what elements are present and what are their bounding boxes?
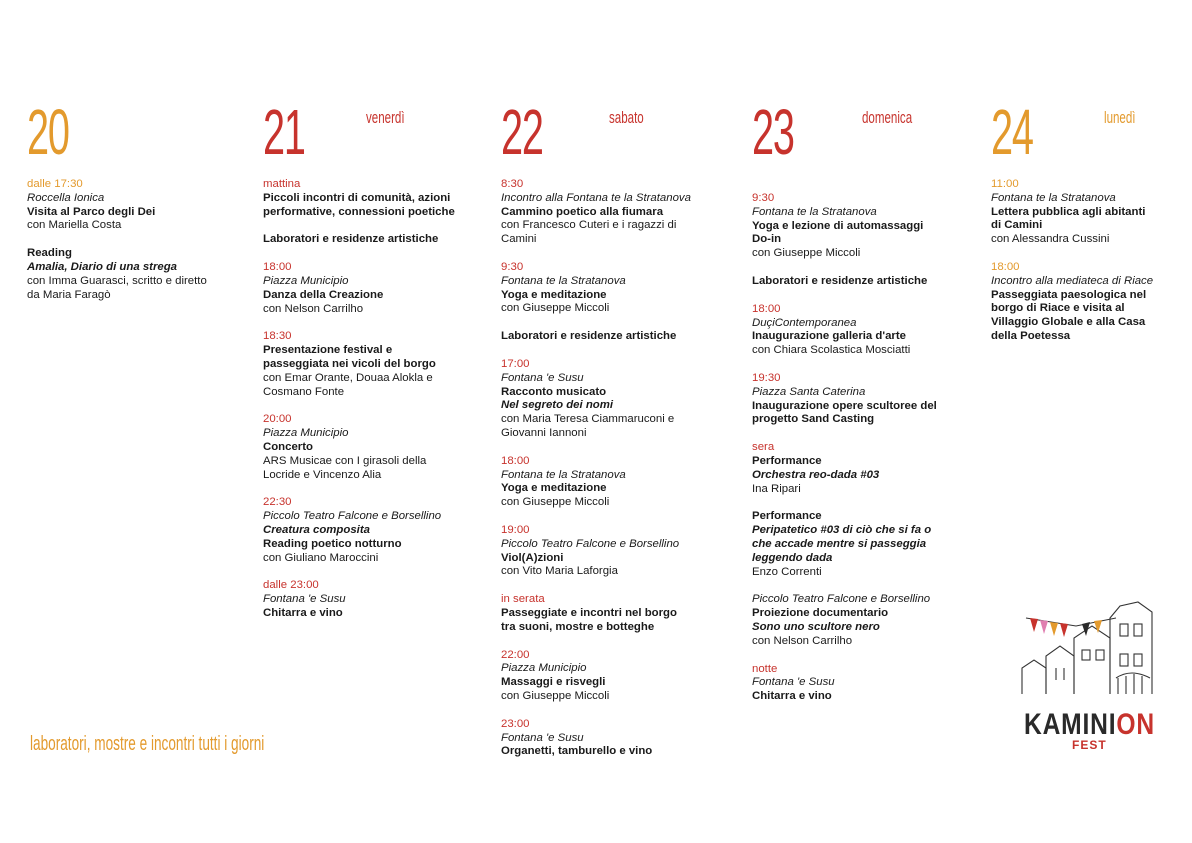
event-place: Piccolo Teatro Falcone e Borsellino	[501, 537, 680, 550]
day-number: 24	[991, 96, 1033, 168]
event-item	[263, 330, 478, 399]
event-time: 23:00	[501, 717, 530, 730]
event-time: 9:30	[501, 260, 524, 273]
event-plain: Camini	[501, 233, 537, 246]
event-item	[752, 593, 967, 648]
event-item	[752, 192, 967, 261]
event-title: Passeggiata paesologica nel	[991, 288, 1147, 301]
event-plain: Locride e Vincenzo Alia	[263, 468, 382, 481]
event-item	[263, 413, 478, 482]
day-name: sabato	[609, 108, 644, 127]
event-title: Orchestra reo-dada #03	[752, 468, 880, 481]
day-number: 22	[501, 96, 543, 168]
event-item	[752, 663, 967, 704]
event-plain: Enzo Correnti	[752, 565, 822, 578]
event-plain: con Giuseppe Miccoli	[501, 689, 610, 702]
event-item	[501, 455, 716, 510]
event-title: Presentazione festival e	[263, 344, 393, 357]
day-column-23	[752, 96, 967, 718]
event-place: Fontana te la Stratanova	[501, 468, 626, 481]
event-item	[501, 649, 716, 704]
event-item	[263, 496, 478, 565]
event-item	[752, 303, 967, 358]
event-title: Cammino poetico alla fiumara	[501, 205, 664, 218]
event-title: Inaugurazione galleria d'arte	[752, 330, 906, 343]
event-place: Incontro alla Fontana te la Stratanova	[501, 191, 691, 204]
event-plain: con Maria Teresa Ciammaruconi e	[501, 413, 675, 426]
day-number: 21	[263, 96, 305, 168]
event-item	[501, 261, 716, 316]
day-name: domenica	[862, 108, 913, 127]
event-place: Incontro alla mediateca di Riace	[991, 274, 1154, 287]
event-item	[501, 358, 716, 441]
event-title: Performance	[752, 454, 822, 467]
event-title: Lettera pubblica agli abitanti	[991, 205, 1146, 218]
event-title: che accade mentre si passeggia	[752, 537, 927, 550]
day-name: venerdì	[366, 108, 405, 127]
event-time: 18:00	[501, 454, 530, 467]
event-time: 19:00	[501, 523, 530, 536]
event-time: 18:00	[263, 261, 292, 274]
event-title: Sono uno scultore nero	[752, 620, 880, 633]
events-list	[263, 178, 478, 621]
event-time: notte	[752, 662, 778, 675]
event-place: Piazza Municipio	[501, 662, 587, 675]
event-place: Fontana 'e Susu	[501, 371, 584, 384]
event-time: 18:30	[263, 330, 292, 343]
logo-word-o: O	[1116, 708, 1137, 741]
day-column-24	[991, 96, 1192, 358]
event-title: Passeggiate e incontri nel borgo	[501, 606, 677, 619]
event-title: Laboratori e residenze artistiche	[501, 330, 677, 343]
logo-word-n: N	[1136, 708, 1155, 741]
event-title: borgo di Riace e visita al	[991, 302, 1125, 315]
event-item	[263, 233, 478, 247]
event-plain: con Giuseppe Miccoli	[501, 496, 610, 509]
event-item	[752, 372, 967, 427]
event-place: Piccolo Teatro Falcone e Borsellino	[263, 510, 442, 523]
event-title: Concerto	[263, 440, 313, 453]
event-place: Fontana te la Stratanova	[501, 274, 626, 287]
kaminion-fest-logo	[1016, 598, 1166, 758]
event-title: Do-in	[752, 233, 782, 246]
event-plain: con Chiara Scolastica Mosciatti	[752, 344, 911, 357]
event-plain: con Nelson Carrilho	[752, 634, 853, 647]
village-illustration-icon	[1016, 598, 1166, 708]
event-plain: con Alessandra Cussini	[991, 233, 1110, 246]
event-time: mattina	[263, 178, 301, 190]
event-title: Proiezione documentario	[752, 607, 889, 620]
event-item	[991, 261, 1192, 344]
event-title: Yoga e meditazione	[501, 288, 607, 301]
event-place: Piazza Santa Caterina	[752, 385, 866, 398]
day-column-21	[263, 96, 478, 635]
footer-note: laboratori, mostre e incontri tutti i giorni	[30, 733, 265, 755]
event-item	[752, 441, 967, 496]
event-title: Yoga e lezione di automassaggi	[752, 219, 924, 232]
events-list	[991, 178, 1192, 344]
event-time: dalle 17:30	[27, 178, 83, 190]
day-number: 23	[752, 96, 794, 168]
event-item	[752, 510, 967, 579]
event-title: Laboratori e residenze artistiche	[263, 233, 439, 246]
event-place: Fontana te la Stratanova	[752, 205, 877, 218]
event-title: Massaggi e risvegli	[501, 676, 606, 689]
event-time: 19:30	[752, 371, 781, 384]
day-column-20	[27, 96, 242, 316]
event-time: 22:00	[501, 648, 530, 661]
event-time: dalle 23:00	[263, 579, 319, 592]
event-plain: con Giuseppe Miccoli	[752, 247, 861, 260]
event-place: Fontana te la Stratanova	[991, 191, 1116, 204]
event-item	[501, 718, 716, 759]
event-title: passeggiata nei vicoli del borgo	[263, 357, 436, 370]
event-title: Chitarra e vino	[263, 606, 343, 619]
event-title: Inaugurazione opere scultoree del	[752, 399, 937, 412]
event-title: tra suoni, mostre e botteghe	[501, 620, 655, 633]
event-place: Fontana 'e Susu	[752, 676, 835, 689]
event-title: Creatura composita	[263, 523, 370, 536]
logo-wordmark	[1024, 708, 1155, 742]
event-place: Piazza Municipio	[263, 274, 349, 287]
event-title: Nel segreto dei nomi	[501, 399, 614, 412]
event-plain: Giovanni Iannoni	[501, 426, 587, 439]
event-time: 18:00	[752, 302, 781, 315]
event-time: sera	[752, 441, 775, 454]
day-column-22	[501, 96, 716, 773]
event-time: 8:30	[501, 178, 524, 190]
event-plain: con Giuseppe Miccoli	[501, 302, 610, 315]
event-plain: con Vito Maria Laforgia	[501, 565, 618, 578]
event-plain: con Mariella Costa	[27, 219, 122, 232]
day-name: lunedì	[1104, 108, 1136, 127]
event-place: Roccella Ionica	[27, 191, 105, 204]
event-title: Racconto musicato	[501, 385, 607, 398]
event-item	[263, 178, 478, 219]
event-plain: Cosmano Fonte	[263, 385, 345, 398]
event-item	[27, 247, 242, 302]
events-list	[27, 178, 242, 302]
event-title: Peripatetico #03 di ciò che si fa o	[752, 524, 932, 537]
logo-word-part: KAMINI	[1024, 708, 1117, 741]
event-plain: con Imma Guarasci, scritto e diretto	[27, 274, 207, 287]
event-title: Reading	[27, 247, 72, 260]
event-time: 18:00	[991, 260, 1020, 273]
event-plain: da Maria Faragò	[27, 288, 111, 301]
event-item	[501, 178, 716, 247]
event-title: Chitarra e vino	[752, 690, 832, 703]
event-place: Piccolo Teatro Falcone e Borsellino	[752, 593, 931, 606]
event-place: Fontana 'e Susu	[501, 731, 584, 744]
event-item	[501, 593, 716, 634]
event-time: in serata	[501, 593, 545, 606]
events-list	[752, 192, 967, 704]
event-plain: Ina Ripari	[752, 482, 801, 495]
day-number: 20	[27, 96, 69, 168]
event-title: performative, connessioni poetiche	[263, 205, 455, 218]
event-time: 9:30	[752, 192, 775, 204]
event-item	[27, 178, 242, 233]
event-title: della Poetessa	[991, 329, 1071, 342]
event-plain: con Emar Orante, Douaa Alokla e	[263, 371, 433, 384]
event-plain: con Nelson Carrilho	[263, 302, 364, 315]
event-item	[501, 330, 716, 344]
event-title: leggendo dada	[752, 551, 833, 564]
event-title: Yoga e meditazione	[501, 482, 607, 495]
events-list	[501, 178, 716, 759]
event-title: Performance	[752, 510, 822, 523]
event-plain: con Francesco Cuteri e i ragazzi di	[501, 219, 677, 232]
event-title: Danza della Creazione	[263, 288, 384, 301]
event-item	[263, 579, 478, 620]
event-item	[263, 261, 478, 316]
event-title: di Camini	[991, 219, 1043, 232]
event-title: Villaggio Globale e alla Casa	[991, 316, 1146, 329]
event-title: Viol(A)zioni	[501, 551, 564, 564]
event-time: 17:00	[501, 357, 530, 370]
event-place: DuçiContemporanea	[752, 316, 857, 329]
logo-subtitle: FEST	[1072, 738, 1107, 752]
event-plain: ARS Musicae con I girasoli della	[263, 454, 427, 467]
event-item	[501, 524, 716, 579]
event-title: Piccoli incontri di comunità, azioni	[263, 191, 451, 204]
event-time: 11:00	[991, 178, 1019, 190]
event-item	[752, 275, 967, 289]
event-title: Laboratori e residenze artistiche	[752, 274, 928, 287]
event-title: Visita al Parco degli Dei	[27, 205, 156, 218]
event-title: progetto Sand Casting	[752, 413, 875, 426]
event-place: Piazza Municipio	[263, 427, 349, 440]
event-item	[991, 178, 1192, 247]
event-title: Reading poetico notturno	[263, 537, 402, 550]
event-time: 22:30	[263, 496, 292, 509]
event-title: Organetti, tamburello e vino	[501, 745, 653, 758]
event-place: Fontana 'e Susu	[263, 593, 346, 606]
event-time: 20:00	[263, 413, 292, 426]
event-title: Amalia, Diario di una strega	[27, 260, 178, 273]
event-plain: con Giuliano Maroccini	[263, 551, 379, 564]
